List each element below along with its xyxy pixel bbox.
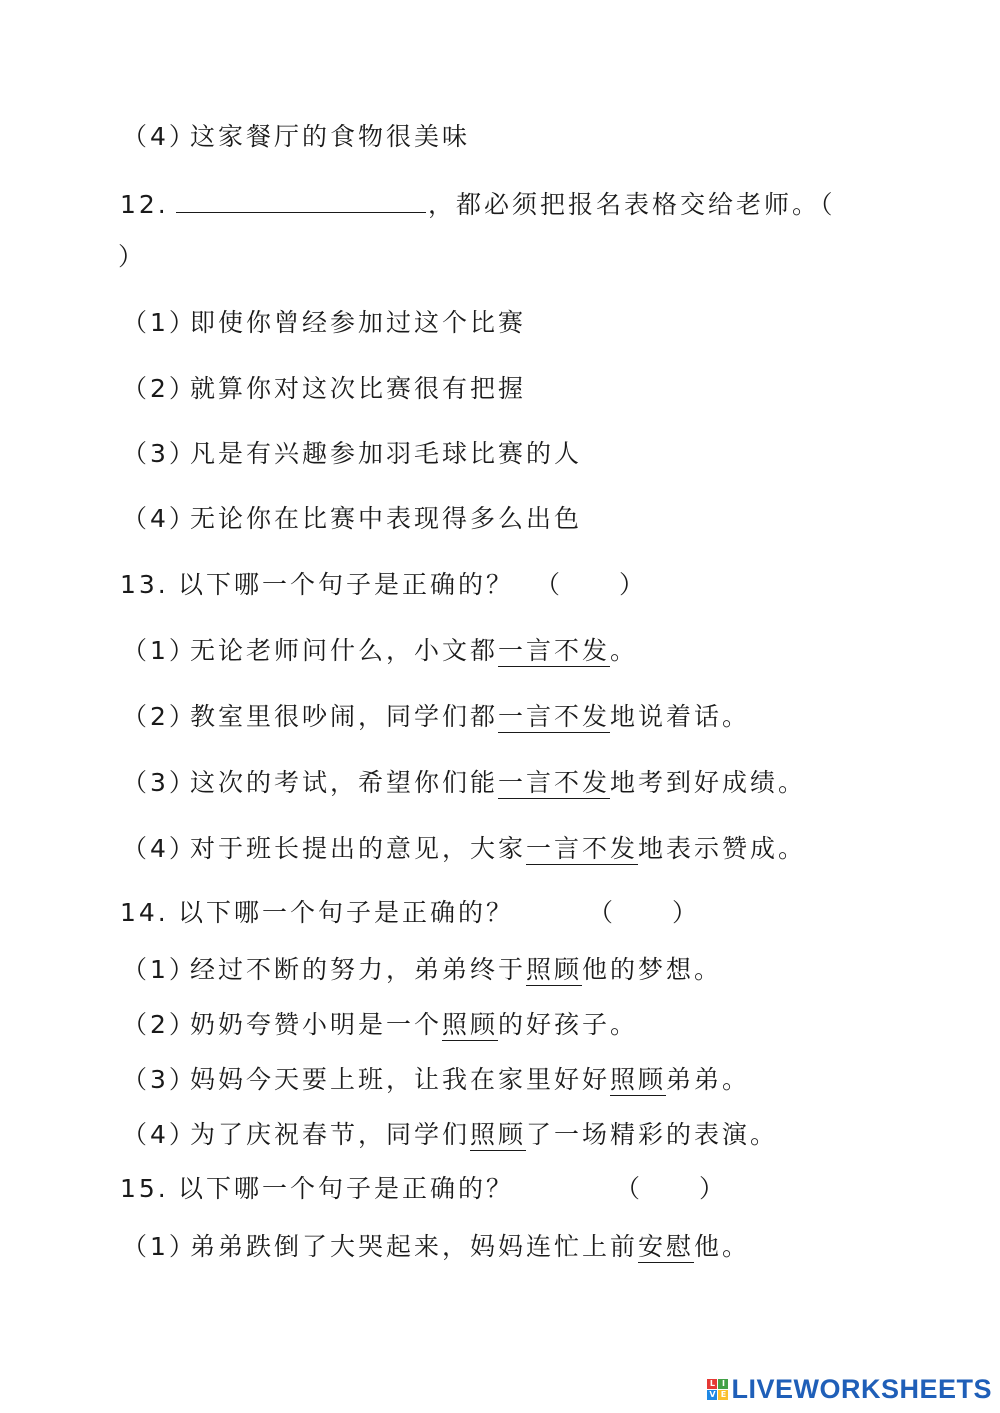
underlined-word: 一言不发 xyxy=(498,636,611,665)
option-text: 即使你曾经参加过这个比赛 xyxy=(190,308,527,337)
option-label: （4） xyxy=(122,834,197,863)
option-text: 妈妈今天要上班，让我在家里好好照顾弟弟。 xyxy=(190,1065,751,1094)
answer-box[interactable]: （ ） xyxy=(615,1174,728,1203)
option-label: （3） xyxy=(122,1065,197,1094)
option-text: 教室里很吵闹，同学们都一言不发地说着话。 xyxy=(190,702,751,731)
question-number: 13. xyxy=(120,570,169,599)
underlined-word: 照顾 xyxy=(526,955,583,984)
underlined-word: 一言不发 xyxy=(526,834,639,863)
option-text: 就算你对这次比赛很有把握 xyxy=(190,374,527,403)
option-label: （4） xyxy=(122,504,197,533)
liveworksheets-logo xyxy=(707,1371,992,1407)
underlined-word: 照顾 xyxy=(470,1120,527,1149)
option-text: 无论你在比赛中表现得多么出色 xyxy=(190,504,583,533)
option-text: 对于班长提出的意见，大家一言不发地表示赞成。 xyxy=(190,834,807,863)
option-text: 奶奶夸赞小明是一个照顾的好孩子。 xyxy=(190,1010,639,1039)
option-label: （2） xyxy=(122,1010,197,1039)
question-number: 12. xyxy=(120,190,169,219)
option-label: （1） xyxy=(122,955,197,984)
question-text: 以下哪一个句子是正确的？ xyxy=(178,570,515,599)
question-text: 以下哪一个句子是正确的？ xyxy=(178,1174,515,1203)
answer-paren-close: ） xyxy=(118,242,147,271)
option-text: 弟弟跌倒了大哭起来，妈妈连忙上前安慰他。 xyxy=(190,1232,751,1261)
answer-blank[interactable] xyxy=(176,194,426,213)
option-text: 凡是有兴趣参加羽毛球比赛的人 xyxy=(190,439,583,468)
underlined-word: 照顾 xyxy=(610,1065,667,1094)
option-label: （3） xyxy=(122,768,197,797)
logo-mark-icon: L I V E xyxy=(707,1379,728,1400)
option-label: （2） xyxy=(122,702,197,731)
option-label: （3） xyxy=(122,439,197,468)
logo-text: LIVEWORKSHEETS xyxy=(731,1373,992,1404)
underlined-word: 照顾 xyxy=(442,1010,499,1039)
question-number: 15. xyxy=(120,1174,169,1203)
option-label: （2） xyxy=(122,374,197,403)
option-label: （1） xyxy=(122,1232,197,1261)
option-text: 这家餐厅的食物很美味 xyxy=(190,122,471,151)
option-label: （1） xyxy=(122,308,197,337)
answer-box[interactable]: （ ） xyxy=(588,898,701,927)
option-label: （4） xyxy=(122,122,197,151)
underlined-word: 安慰 xyxy=(638,1232,695,1261)
question-text: ，都必须把报名表格交给老师。（ xyxy=(428,190,836,219)
option-label: （4） xyxy=(122,1120,197,1149)
option-text: 无论老师问什么，小文都一言不发。 xyxy=(190,636,639,665)
underlined-word: 一言不发 xyxy=(498,702,611,731)
option-text: 这次的考试，希望你们能一言不发地考到好成绩。 xyxy=(190,768,807,797)
option-text: 为了庆祝春节，同学们照顾了一场精彩的表演。 xyxy=(190,1120,779,1149)
question-text: 以下哪一个句子是正确的？ xyxy=(178,898,515,927)
option-text: 经过不断的努力，弟弟终于照顾他的梦想。 xyxy=(190,955,723,984)
option-label: （1） xyxy=(122,636,197,665)
underlined-word: 一言不发 xyxy=(498,768,611,797)
question-number: 14. xyxy=(120,898,169,927)
answer-box[interactable]: （ ） xyxy=(535,570,648,599)
